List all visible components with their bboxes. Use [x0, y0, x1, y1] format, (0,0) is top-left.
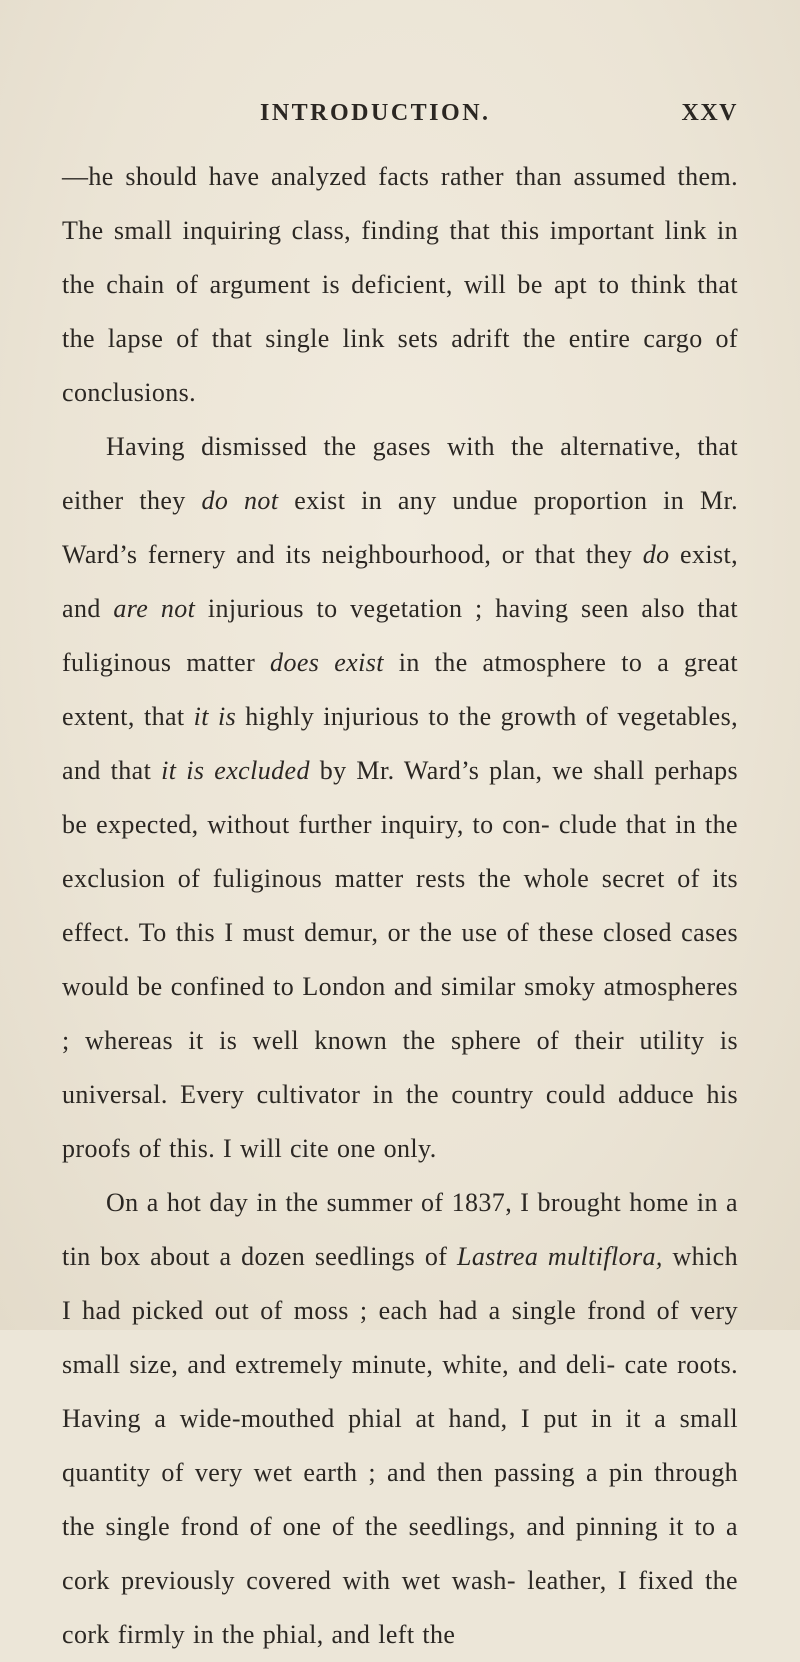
paragraph-3 — [62, 1176, 738, 1662]
text-segment: injurious to vegetation ; having seen also that fuliginous matter — [62, 594, 739, 677]
text-segment: Having dismissed the gases with the alternative, that either they — [62, 432, 738, 515]
italic-segment: do — [642, 540, 670, 569]
text-segment: exist, and — [62, 540, 739, 623]
text-segment: which I had picked out of moss ; each had a single frond of very small size, and extremely minute, white, and deli- cate roots. Having a wide-mouthed phial at hand, I put in it a small quantity of very wet earth ; and then passing a pin through the single frond of one of the seedlings, and pinning it to a cork previously covered with wet wash- leather, I fixed the cork firmly in the phial, and left the — [62, 1242, 738, 1649]
running-title: INTRODUCTION. — [260, 100, 491, 126]
text-segment: exist in any undue proportion in Mr. Ward’s fernery and its neighbourhood, or that they — [62, 486, 738, 569]
text-segment: highly injurious to the growth of vegetables, and that — [62, 702, 739, 785]
page-number: XXV — [681, 100, 738, 126]
running-head — [62, 100, 738, 134]
italic-segment: are not — [113, 594, 196, 623]
italic-segment: does exist — [270, 648, 384, 677]
body-text — [62, 150, 738, 1662]
text-segment: On a hot day in the summer of 1837, I brought home in a tin box about a dozen seedlings of — [62, 1188, 738, 1271]
paragraph-1 — [62, 150, 738, 420]
text-segment: in the atmosphere to a great extent, that — [62, 648, 738, 731]
italic-segment: it is excluded — [161, 756, 310, 785]
italic-segment: Lastrea multiflora, — [456, 1242, 663, 1271]
text-segment: —he should have analyzed facts rather than assumed them. The small inquiring class, finding that this important link in the chain of argument is deficient, will be apt to think that the lapse of that single link sets adrift the entire cargo of conclusions. — [62, 162, 738, 407]
italic-segment: it is — [193, 702, 237, 731]
text-segment: by Mr. Ward’s plan, we shall perhaps be expected, without further inquiry, to con- clude that in the exclusion of fuliginous matter rests the whole secret of its effect. To this I must demur, or the use of these closed cases would be confined to London and similar smoky atmospheres ; whereas it is well known the sphere of their utility is universal. Every cultivator in the country could adduce his proofs of this. I will cite one only. — [62, 756, 738, 1163]
italic-segment: do not — [201, 486, 279, 515]
paragraph-2 — [62, 420, 738, 1176]
